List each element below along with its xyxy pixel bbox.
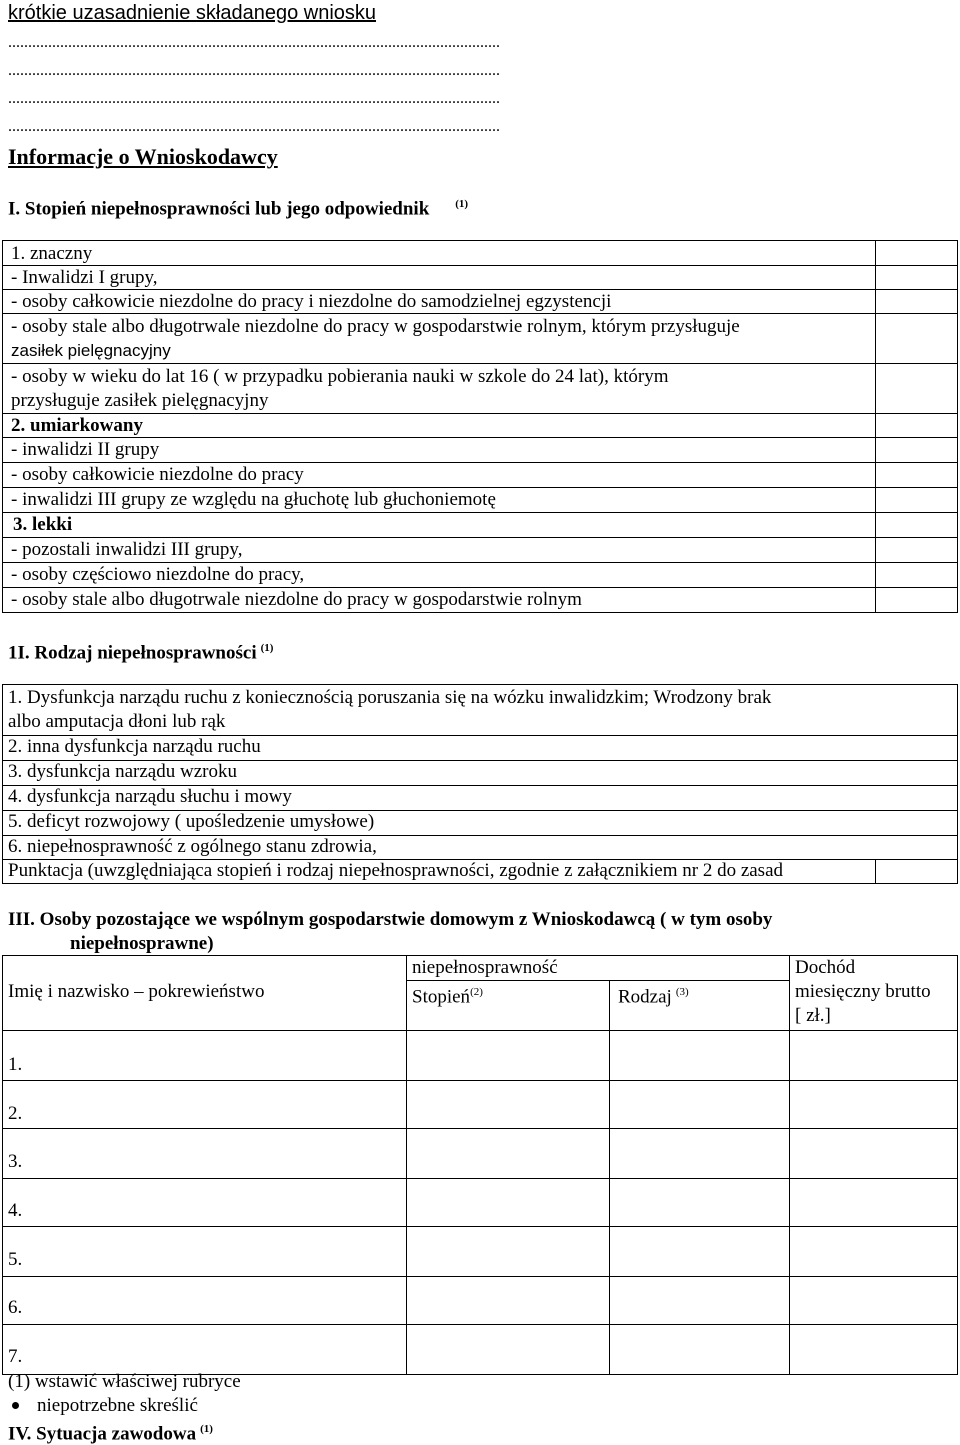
disability-type-item: 6. niepełnosprawność z ogólnego stanu zdrowia, bbox=[8, 836, 377, 857]
section2-note: (1) bbox=[260, 642, 274, 654]
degree-item: - Inwalidzi I grupy, bbox=[11, 267, 158, 288]
degree-1-label: 1. znaczny bbox=[11, 243, 93, 264]
degree-item: - osoby całkowicie niezdolne do pracy bbox=[11, 464, 304, 485]
degree-item: - osoby całkowicie niezdolne do pracy i niezdolne do samodzielnej egzystencji bbox=[11, 291, 612, 312]
section1-note: (1) bbox=[455, 198, 469, 210]
col-disability-header: niepełnosprawność bbox=[412, 957, 558, 978]
footnote-2-text: niepotrzebne skreślić bbox=[37, 1395, 198, 1416]
col-income-header-3: [ zł.] bbox=[795, 1005, 831, 1026]
disability-type-item: 4. dysfunkcja narządu słuchu i mowy bbox=[8, 786, 292, 807]
section4-note: (1) bbox=[200, 1423, 213, 1435]
section2-heading-text: 1I. Rodzaj niepełnosprawności bbox=[8, 642, 257, 664]
degree-item: - osoby częściowo niezdolne do pracy, bbox=[11, 564, 305, 585]
degree-2-label: 2. umiarkowany bbox=[11, 415, 143, 436]
section3-heading: III. Osoby pozostające we wspólnym gospodarstwie domowym z Wnioskodawcą ( w tym osoby bbox=[8, 909, 773, 930]
household-row-number: 5. bbox=[8, 1249, 23, 1270]
section2-heading bbox=[8, 637, 273, 664]
disability-type-item: 2. inna dysfunkcja narządu ruchu bbox=[8, 736, 261, 757]
section4-heading bbox=[8, 1418, 213, 1445]
household-row-number: 2. bbox=[8, 1103, 23, 1124]
household-row-number: 6. bbox=[8, 1297, 23, 1318]
footnote-2 bbox=[8, 1395, 198, 1417]
degree-3-label: 3. lekki bbox=[13, 514, 73, 535]
degree-item: - osoby stale albo długotrwale niezdolne do pracy w gospodarstwie rolnym bbox=[11, 589, 582, 610]
degree-item: zasiłek pielęgnacyjny bbox=[11, 341, 171, 360]
col-type-header bbox=[618, 981, 689, 1008]
degree-item: - osoby stale albo długotrwale niezdolne do pracy w gospodarstwie rolnym, którym przysługuje bbox=[11, 316, 740, 337]
household-row-number: 4. bbox=[8, 1200, 23, 1221]
col-name-header: Imię i nazwisko – pokrewieństwo bbox=[8, 981, 265, 1002]
disability-type-item: albo amputacja dłoni lub rąk bbox=[8, 711, 226, 732]
applicant-info-title: Informacje o Wnioskodawcy bbox=[8, 144, 278, 169]
col-income-header: Dochód bbox=[795, 957, 856, 978]
dotted-line: ........................................................................................................................... bbox=[8, 62, 500, 79]
col-degree-text: Stopień bbox=[412, 986, 471, 1008]
household-row-number: 3. bbox=[8, 1151, 23, 1172]
section3-heading-cont: niepełnosprawne) bbox=[70, 933, 214, 954]
section1-heading bbox=[8, 193, 468, 220]
footnote-1: (1) wstawić właściwej rubryce bbox=[8, 1371, 241, 1392]
col-income-header-2: miesięczny brutto bbox=[795, 981, 931, 1002]
household-row-number: 1. bbox=[8, 1054, 23, 1075]
section4-heading-text: IV. Sytuacja zawodowa bbox=[8, 1423, 197, 1445]
disability-type-item: 5. deficyt rozwojowy ( upośledzenie umysłowe) bbox=[8, 811, 375, 832]
col-degree-header bbox=[412, 981, 483, 1008]
section1-box bbox=[2, 240, 958, 613]
col-type-note: (3) bbox=[675, 986, 689, 998]
degree-item: - inwalidzi III grupy ze względu na głuchotę lub głuchoniemotę bbox=[11, 489, 496, 510]
points-line: Punktacja (uwzględniająca stopień i rodzaj niepełnosprawności, zgodnie z załącznikiem nr 2 do zasad bbox=[8, 860, 784, 881]
degree-item: - inwalidzi II grupy bbox=[11, 439, 160, 460]
disability-type-item: 3. dysfunkcja narządu wzroku bbox=[8, 761, 237, 782]
disability-type-item: 1. Dysfunkcja narządu ruchu z koniecznością poruszania się na wózku inwalidzkim; Wrodzony brak bbox=[8, 687, 772, 708]
degree-item: - pozostali inwalidzi III grupy, bbox=[11, 539, 243, 560]
section2-box bbox=[2, 684, 958, 884]
section1-heading-text: I. Stopień niepełnosprawności lub jego odpowiednik bbox=[8, 198, 430, 220]
col-type-text: Rodzaj bbox=[618, 986, 672, 1008]
dotted-line: ........................................................................................................................... bbox=[8, 90, 500, 107]
justification-title: krótkie uzasadnienie składanego wniosku bbox=[8, 2, 377, 24]
col-degree-note: (2) bbox=[470, 986, 483, 998]
bullet-icon bbox=[12, 1402, 19, 1409]
dotted-line: ........................................................................................................................... bbox=[8, 34, 500, 51]
dotted-line: ........................................................................................................................... bbox=[8, 118, 500, 135]
degree-item: przysługuje zasiłek pielęgnacyjny bbox=[11, 390, 269, 411]
degree-item: - osoby w wieku do lat 16 ( w przypadku pobierania nauki w szkole do 24 lat), którym bbox=[11, 366, 669, 387]
household-row-number: 7. bbox=[8, 1346, 23, 1367]
